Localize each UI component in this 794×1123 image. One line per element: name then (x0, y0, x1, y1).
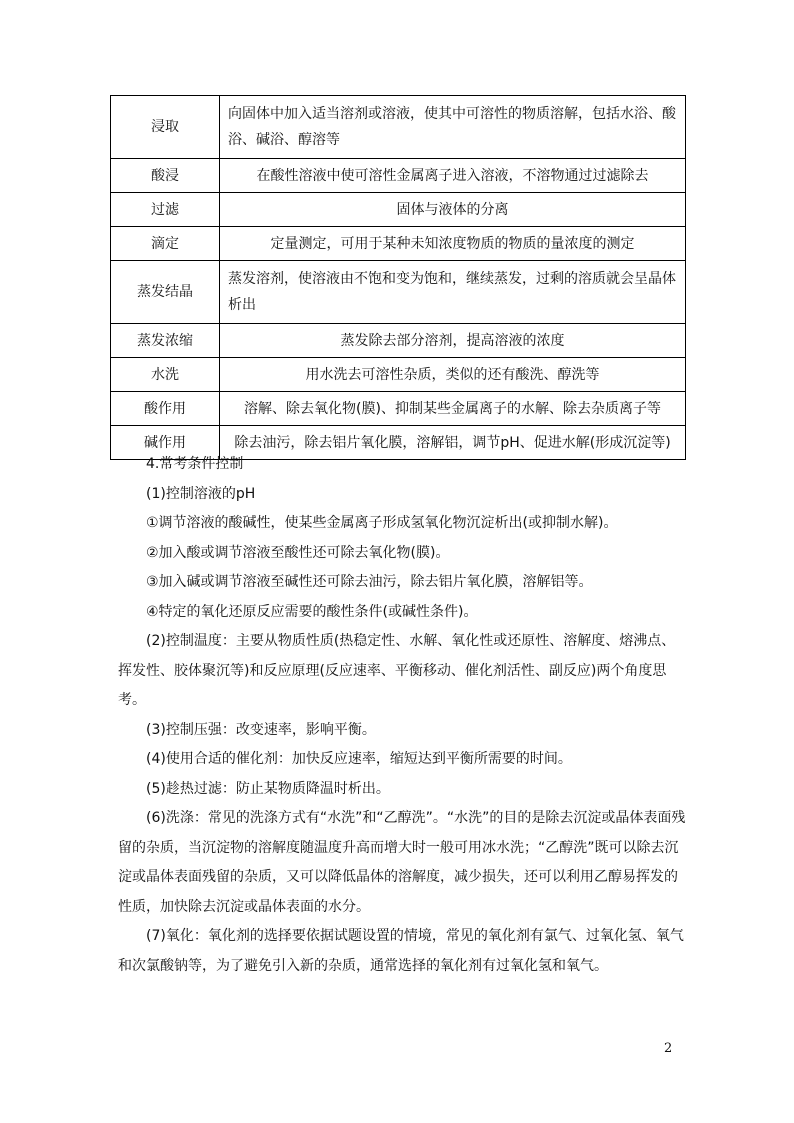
term-cell: 浸取 (111, 96, 220, 159)
term-cell: 碱作用 (111, 426, 220, 460)
term-cell: 滴定 (111, 227, 220, 261)
term-cell: 酸作用 (111, 392, 220, 426)
table-row (111, 358, 686, 392)
paragraph: (6)洗涤：常见的洗涤方式有“水洗”和“乙醇洗”。“水洗”的目的是除去沉淀或晶体表面残留的杂质，当沉淀物的溶解度随温度升高而增大时一般可用冰水洗；“乙醇洗”既可以除去沉淀或晶体表面残留的杂质，又可以降低晶体的溶解度，减少损失，还可以利用乙醇易挥发的性质，加快除去沉淀或晶体表面的水分。 (118, 810, 686, 915)
description-cell: 在酸性溶液中使可溶性金属离子进入溶液，不溶物通过过滤除去 (220, 159, 686, 193)
paragraph: (7)氧化：氧化剂的选择要依据试题设置的情境，常见的氧化剂有氯气、过氧化氢、氧气和次氯酸钠等，为了避免引入新的杂质，通常选择的氧化剂有过氧化氢和氧气。 (118, 928, 684, 974)
term-cell: 蒸发浓缩 (111, 324, 220, 358)
paragraph: (1)控制溶液的pH (146, 485, 256, 502)
table-row (111, 227, 686, 261)
table-row (111, 392, 686, 426)
paragraph: (4)使用合适的催化剂：加快反应速率，缩短达到平衡所需要的时间。 (146, 751, 572, 767)
term-cell: 酸浸 (111, 159, 220, 193)
conditions-section (118, 450, 688, 981)
table-row (111, 324, 686, 358)
term-cell: 蒸发结晶 (111, 261, 220, 324)
paragraph: (5)趁热过滤：防止某物质降温时析出。 (146, 780, 390, 797)
term-cell: 水洗 (111, 358, 220, 392)
description-cell: 蒸发溶剂，使溶液由不饱和变为饱和，继续蒸发，过剩的溶质就会呈晶体析出 (220, 261, 686, 324)
description-cell: 蒸发除去部分溶剂，提高溶液的浓度 (220, 324, 686, 358)
table-row (111, 159, 686, 193)
description-cell: 用水洗去可溶性杂质，类似的还有酸洗、醇洗等 (220, 358, 686, 392)
paragraph: ①调节溶液的酸碱性，使某些金属离子形成氢氧化物沉淀析出(或抑制水解)。 (146, 515, 618, 531)
table-row (111, 96, 686, 159)
table-row (111, 193, 686, 227)
terms-table-body (111, 96, 686, 460)
description-cell: 向固体中加入适当溶剂或溶液，使其中可溶性的物质溶解，包括水浴、酸浴、碱浴、醇溶等 (220, 96, 686, 159)
page-number: 2 (664, 1041, 673, 1056)
process-terms-table (110, 95, 686, 460)
paragraph: ②加入酸或调节溶液至酸性还可除去氧化物(膜)。 (146, 544, 450, 561)
term-cell: 过滤 (111, 193, 220, 227)
paragraph: (3)控制压强：改变速率，影响平衡。 (146, 721, 376, 738)
paragraph: ③加入碱或调节溶液至碱性还可除去油污，除去铝片氧化膜，溶解铝等。 (146, 574, 593, 590)
section-heading: 4.常考条件控制 (146, 456, 244, 472)
description-cell: 定量测定，可用于某种未知浓度物质的物质的量浓度的测定 (220, 227, 686, 261)
table-row (111, 261, 686, 324)
paragraph: (2)控制温度：主要从物质性质(热稳定性、水解、氧化性或还原性、溶解度、熔沸点、挥发性、胶体聚沉等)和反应原理(反应速率、平衡移动、催化剂活性、副反应)两个角度思考。 (118, 633, 676, 708)
description-cell: 固体与液体的分离 (220, 193, 686, 227)
paragraph: ④特定的氧化还原反应需要的酸性条件(或碱性条件)。 (146, 603, 478, 620)
description-cell: 除去油污，除去铝片氧化膜，溶解铝，调节pH、促进水解(形成沉淀等) (220, 426, 686, 460)
description-cell: 溶解、除去氧化物(膜)、抑制某些金属离子的水解、除去杂质离子等 (220, 392, 686, 426)
